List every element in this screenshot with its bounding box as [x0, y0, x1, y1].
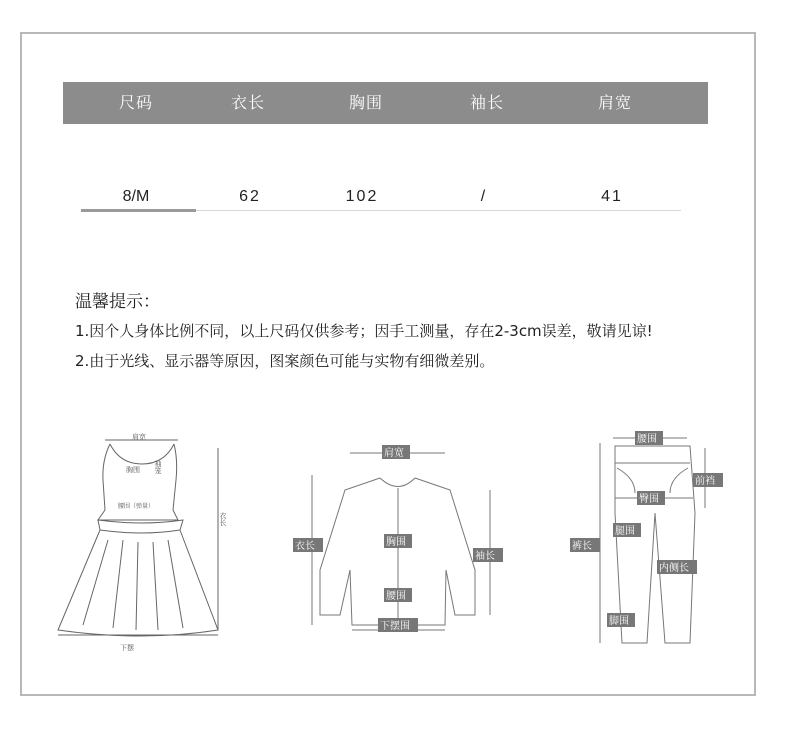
pants-waist-label: 腰围: [637, 434, 657, 445]
shirt-length-label: 衣长: [295, 541, 315, 552]
shirt-chest-label: 胸围: [386, 537, 406, 548]
header-shoulder: 肩宽: [597, 93, 632, 112]
pants-length-label: 裤长: [572, 541, 592, 552]
tip-line-2: 2.由于光线、显示器等原因，图案颜色可能与实物有细微差别。: [75, 352, 495, 370]
header-sleeve: 袖长: [469, 93, 504, 112]
pants-hip-label: 臀围: [639, 494, 659, 505]
dress-waist-label: 腰围（弹量）: [118, 503, 155, 510]
dress-shoulder-label: 肩宽: [132, 433, 146, 441]
dress-armhole-label: 袖笼: [154, 460, 162, 474]
shirt-sleeve-label: 袖长: [475, 551, 495, 562]
cell-chest: 102: [345, 188, 379, 205]
row-divider-accent: [81, 209, 196, 212]
cell-shoulder: 41: [601, 188, 623, 205]
header-length: 衣长: [230, 93, 265, 112]
dress-diagram: [48, 430, 238, 655]
pants-diagram: [565, 428, 725, 653]
dress-chest-label: 胸围: [126, 466, 140, 474]
cell-length: 62: [239, 188, 261, 205]
pants-thigh-label: 腿围: [615, 526, 635, 537]
tips-title: 温馨提示：: [75, 292, 160, 312]
cell-size: 8/M: [122, 188, 150, 205]
pants-inseam-label: 内侧长: [659, 563, 689, 574]
dress-length-label: 衣长: [219, 512, 227, 526]
header-size: 尺码: [118, 93, 153, 112]
shirt-hem-label: 下摆围: [380, 621, 410, 632]
shirt-waist-label: 腰围: [386, 591, 406, 602]
cell-sleeve: /: [480, 188, 486, 205]
shirt-diagram: [290, 440, 510, 635]
tip-line-1: 1.因个人身体比例不同，以上尺码仅供参考；因手工测量，存在2-3cm误差，敬请见谅!: [75, 322, 653, 340]
header-chest: 胸围: [348, 93, 383, 112]
dress-hem-label: 下摆: [120, 644, 134, 652]
shirt-shoulder-label: 肩宽: [384, 448, 404, 459]
size-table-header: [63, 82, 708, 124]
pants-leg-opening-label: 脚围: [609, 616, 629, 627]
pants-front-rise-label: 前裆: [695, 476, 715, 487]
